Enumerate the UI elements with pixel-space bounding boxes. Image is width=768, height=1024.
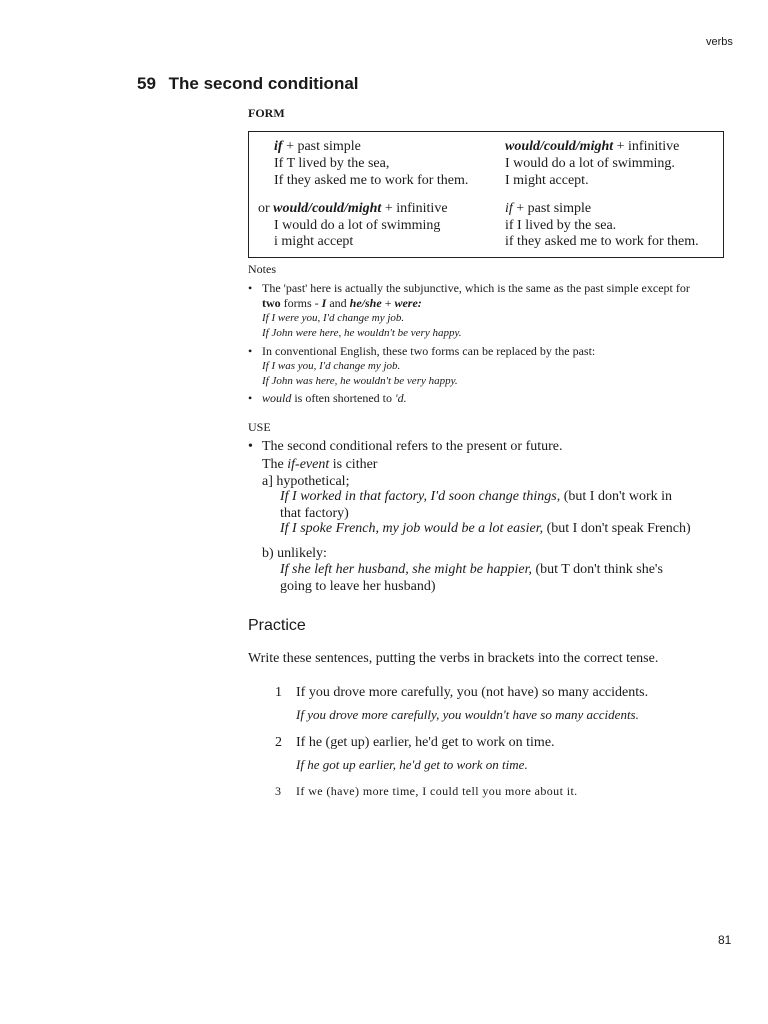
form-row2-left-line2: i might accept bbox=[274, 234, 354, 249]
form-row1-right-heading: would/could/might + infinitive bbox=[505, 139, 680, 154]
note-2-example1: If I was you, I'd change my job. bbox=[262, 360, 401, 372]
bullet: • bbox=[248, 281, 253, 295]
use-line1: The second conditional refers to the present or future. bbox=[262, 439, 563, 454]
form-row2-left-heading: or would/could/might + infinitive bbox=[258, 201, 448, 216]
bullet: • bbox=[248, 344, 253, 358]
form-row1-left-heading: if + past simple bbox=[274, 139, 361, 154]
practice-heading: Practice bbox=[248, 617, 306, 634]
note-1 bbox=[248, 281, 726, 341]
practice-instruction: Write these sentences, putting the verbs in brackets into the correct tense. bbox=[248, 651, 659, 666]
page-number: 81 bbox=[718, 933, 732, 947]
use-b-label: b) unlikely: bbox=[262, 546, 327, 561]
form-table bbox=[248, 131, 724, 258]
exercise-1-answer: If you drove more carefully, you wouldn't have so many accidents. bbox=[296, 707, 639, 722]
use-label: USE bbox=[248, 420, 271, 434]
note-2-example2: If John was here, he wouldn't be very happy. bbox=[262, 375, 458, 387]
form-row2-right-line2: if they asked me to work for them. bbox=[505, 234, 699, 249]
form-row2-right-line1: if I lived by the sea. bbox=[505, 218, 617, 233]
use-b-example: If she left her husband, she might be happier, (but T don't think she's bbox=[280, 562, 663, 577]
use-b-example-cont: going to leave her husband) bbox=[280, 579, 436, 594]
exercise-2-text: If he (get up) earlier, he'd get to work on time. bbox=[296, 735, 555, 750]
note-1-line1: The 'past' here is actually the subjunctive, which is the same as the past simple except for bbox=[262, 281, 690, 295]
form-row1-right-line2: I might accept. bbox=[505, 173, 589, 188]
form-row2-left-line1: I would do a lot of swimming bbox=[274, 218, 441, 233]
use-line2: The if-event is cither bbox=[262, 457, 378, 472]
exercise-1-number: 1 bbox=[275, 685, 282, 700]
use-bullet: • bbox=[248, 439, 253, 454]
exercise-3-text: If we (have) more time, I could tell you more about it. bbox=[296, 784, 578, 798]
bullet: • bbox=[248, 391, 253, 405]
use-a-label: a] hypothetical; bbox=[262, 474, 350, 489]
form-row1-left-line1: If T lived by the sea, bbox=[274, 156, 390, 171]
form-row1-right-line1: I would do a lot of swimming. bbox=[505, 156, 675, 171]
exercise-3-number: 3 bbox=[275, 784, 281, 798]
running-head: verbs bbox=[706, 36, 733, 48]
form-row2-right-heading: if + past simple bbox=[505, 201, 592, 216]
note-2 bbox=[248, 344, 726, 389]
exercise-2-number: 2 bbox=[275, 735, 282, 750]
exercise-1-text: If you drove more carefully, you (not have) so many accidents. bbox=[296, 685, 649, 700]
note-2-line1: In conventional English, these two forms can be replaced by the past: bbox=[262, 344, 596, 358]
note-1-line2: two forms - I and he/she + were: bbox=[262, 296, 422, 310]
section-title-text: The second conditional bbox=[168, 74, 359, 93]
use-a-example1: If I worked in that factory, I'd soon change things, (but I don't work in bbox=[280, 489, 673, 504]
section-number: 59 bbox=[137, 74, 156, 93]
notes-label: Notes bbox=[248, 262, 276, 276]
note-3 bbox=[248, 391, 726, 406]
use-a-example2: If I spoke French, my job would be a lot easier, (but I don't speak French) bbox=[280, 521, 691, 536]
note-3-line: would is often shortened to 'd. bbox=[262, 391, 407, 405]
form-row1-left-line2: If they asked me to work for them. bbox=[274, 173, 469, 188]
note-1-example1: If I were you, I'd change my job. bbox=[262, 312, 405, 324]
exercise-2-answer: If he got up earlier, he'd get to work on time. bbox=[296, 757, 528, 772]
use-a-example1-cont: that factory) bbox=[280, 506, 349, 521]
note-1-example2: If John were here, he wouldn't be very happy. bbox=[262, 327, 462, 339]
section-title bbox=[137, 74, 359, 94]
form-label: FORM bbox=[248, 106, 285, 120]
